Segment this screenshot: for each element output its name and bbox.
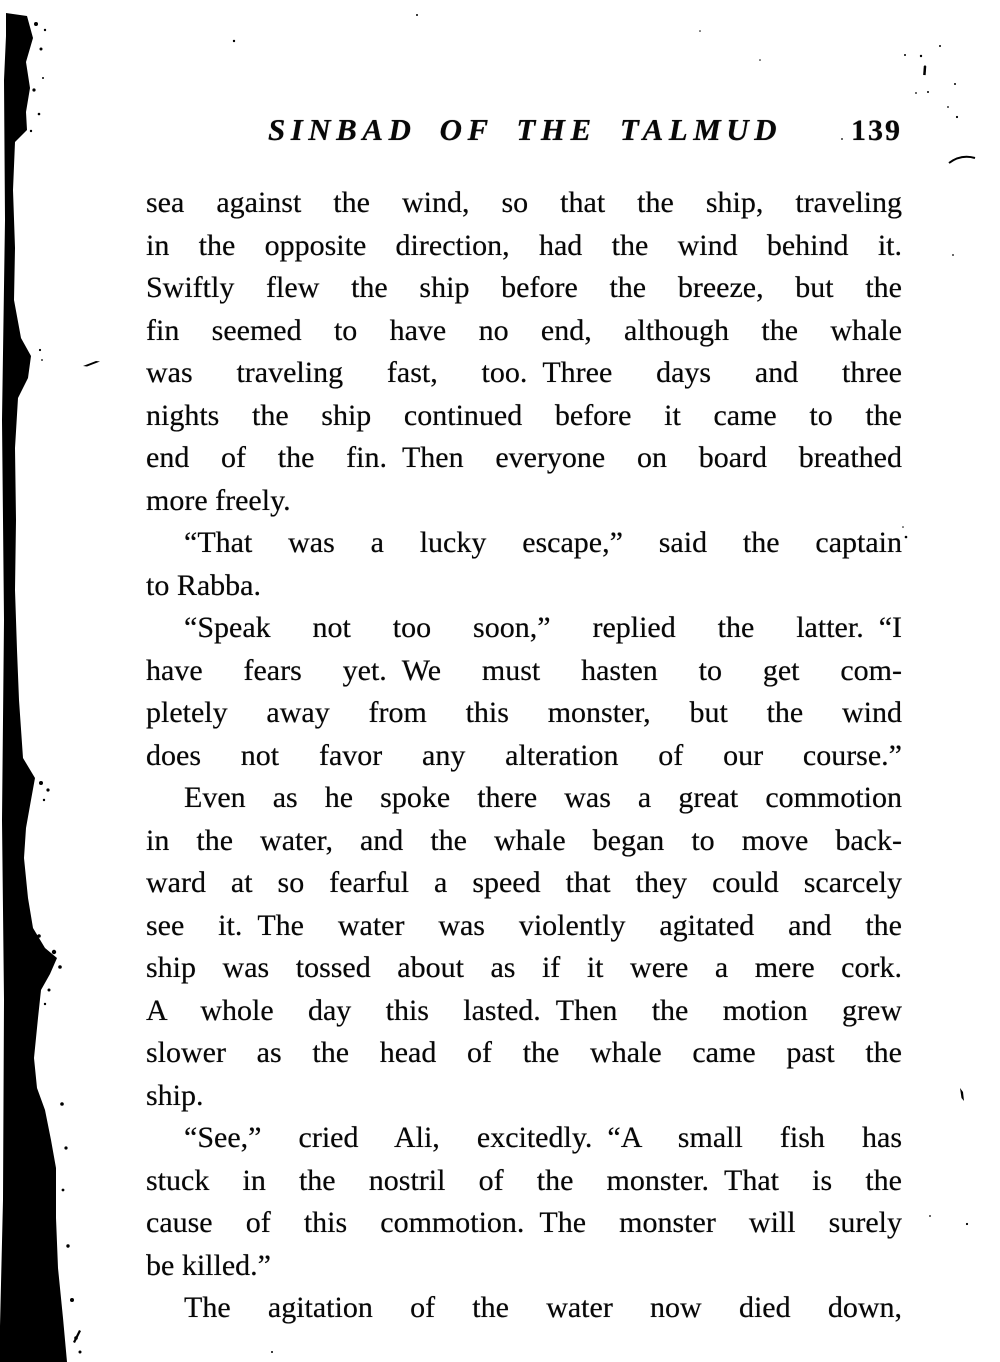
page-title: SINBAD OF THE TALMUD bbox=[267, 112, 783, 147]
text-line: stuck in the nostril of the monster. That is the bbox=[146, 1163, 902, 1197]
body-text bbox=[146, 182, 902, 1330]
text-line: “See,” cried Ali, excitedly. “A small fish has bbox=[184, 1121, 902, 1154]
text-line: ship was tossed about as if it were a mere cork. bbox=[146, 951, 902, 984]
paragraph bbox=[146, 777, 902, 1117]
paragraph bbox=[146, 607, 902, 777]
text-line: in the water, and the whale began to move back- bbox=[146, 823, 902, 857]
text-line: slower as the head of the whale came past the bbox=[146, 1036, 902, 1069]
text-line: end of the fin. Then everyone on board breathed bbox=[146, 441, 902, 474]
paragraph bbox=[146, 522, 902, 607]
text-line: pletely away from this monster, but the wind bbox=[146, 696, 902, 729]
running-header bbox=[148, 112, 902, 150]
gutter-speckles bbox=[30, 22, 82, 1354]
text-line: does not favor any alteration of our course.” bbox=[146, 738, 902, 772]
text-line: Even as he spoke there was a great commotion bbox=[184, 781, 902, 814]
text-line: be killed.” bbox=[146, 1248, 271, 1282]
gutter-shadow-artifact bbox=[0, 13, 67, 1362]
text-line: more freely. bbox=[146, 483, 291, 517]
text-line: nights the ship continued before it came to the bbox=[146, 398, 902, 432]
text-line: in the opposite direction, had the wind behind it. bbox=[146, 228, 902, 262]
text-line: ship. bbox=[146, 1078, 204, 1112]
text-line: Swiftly flew the ship before the breeze, but the bbox=[146, 271, 902, 304]
text-line: was traveling fast, too. Three days and three bbox=[146, 356, 902, 389]
paragraph bbox=[146, 1287, 902, 1330]
text-line: “Speak not too soon,” replied the latter. “I bbox=[184, 611, 902, 644]
text-line: see it. The water was violently agitated and the bbox=[146, 908, 902, 942]
text-line: A whole day this lasted. Then the motion grew bbox=[146, 993, 902, 1027]
text-line: sea against the wind, so that the ship, traveling bbox=[146, 186, 902, 219]
text-line: fin seemed to have no end, although the whale bbox=[146, 313, 902, 347]
text-line: “That was a lucky escape,” said the captain bbox=[184, 526, 902, 559]
paragraph bbox=[146, 1117, 902, 1287]
text-line: to Rabba. bbox=[146, 568, 261, 602]
paragraph bbox=[146, 182, 902, 522]
text-line: ward at so fearful a speed that they could scarcely bbox=[146, 866, 902, 899]
text-line: have fears yet. We must hasten to get com- bbox=[146, 653, 902, 687]
text-line: cause of this commotion. The monster will surely bbox=[146, 1206, 902, 1239]
text-line: The agitation of the water now died down, bbox=[184, 1291, 902, 1324]
page-number: 139 bbox=[851, 114, 902, 147]
